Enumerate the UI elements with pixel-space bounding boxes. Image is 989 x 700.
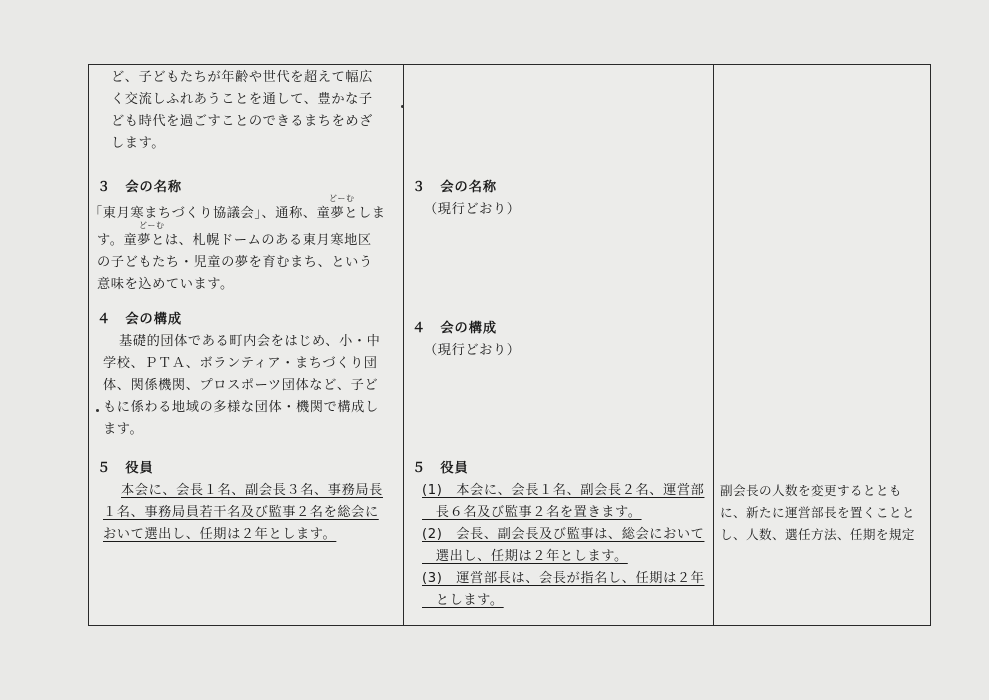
sec3-heading: ３ 会の名称 [97, 180, 183, 195]
sec4-line-5: ます。 [103, 422, 144, 437]
sec5-line-2: １名、事務局員若干名及び監事２名を総会に [103, 505, 379, 520]
reason-line-3: し、人数、選任方法、任期を規定 [720, 527, 915, 542]
sec5-line-1: 本会に、会長１名、副会長３名、事務局長 [121, 483, 383, 498]
intro-line-2: く交流しふれあうことを通して、豊かな子 [111, 92, 373, 107]
sec5-line-1: (1) 本会に、会長１名、副会長２名、運営部 [422, 483, 705, 498]
scan-dot [96, 409, 99, 412]
sec4-heading: ４ 会の構成 [97, 312, 183, 327]
sec5-line-5: (3) 運営部長は、会長が指名し、任期は２年 [422, 571, 705, 586]
current-text-column [89, 65, 404, 625]
sec4-heading: ４ 会の構成 [412, 321, 498, 336]
intro-line-3: ども時代を過ごすことのできるまちをめざ [111, 114, 373, 129]
sec3-line-1: 「東月寒まちづくり協議会」、通称、童夢としま [89, 206, 386, 221]
sec4-line-3: 体、関係機関、プロスポーツ団体など、子ど [103, 378, 379, 393]
sec3-line-3: の子どもたち・児童の夢を育むまち、という [97, 255, 373, 270]
sec4-body: （現行どおり） [424, 343, 521, 358]
scan-dot [401, 105, 404, 108]
sec4-line-2: 学校、ＰＴＡ、ボランティア・まちづくり団 [103, 356, 378, 371]
intro-line-1: ど、子どもたちが年齢や世代を超えて幅広 [111, 70, 373, 85]
sec4-line-4: もに係わる地域の多様な団体・機関で構成し [103, 400, 379, 415]
reason-column [714, 65, 930, 625]
sec3-line-2: す。童夢とは、札幌ドームのある東月寒地区 [97, 233, 372, 248]
sec5-line-6: とします。 [422, 593, 504, 608]
sec5-heading: ５ 役員 [412, 461, 469, 476]
reason-line-2: に、新たに運営部長を置くことと [720, 505, 915, 520]
sec5-line-3: (2) 会長、副会長及び監事は、総会において [422, 527, 705, 542]
sec5-line-3: おいて選出し、任期は２年とします。 [103, 527, 337, 542]
sec5-line-4: 選出し、任期は２年とします。 [422, 549, 628, 564]
revised-text-column [404, 65, 714, 625]
sec5-line-2: 長６名及び監事２名を置きます。 [422, 505, 642, 520]
reason-line-1: 副会長の人数を変更するととも [720, 483, 902, 498]
ruby-doumu-1: どーむ [329, 194, 355, 203]
sec3-body: （現行どおり） [424, 202, 521, 217]
sec5-heading: ５ 役員 [97, 461, 154, 476]
ruby-doumu-2: どーむ [139, 221, 165, 230]
sec3-line-4: 意味を込めています。 [97, 277, 234, 292]
sec3-heading: ３ 会の名称 [412, 180, 498, 195]
comparison-table [88, 64, 931, 626]
intro-line-4: します。 [111, 136, 166, 151]
sec4-line-1: 基礎的団体である町内会をはじめ、小・中 [119, 334, 381, 349]
